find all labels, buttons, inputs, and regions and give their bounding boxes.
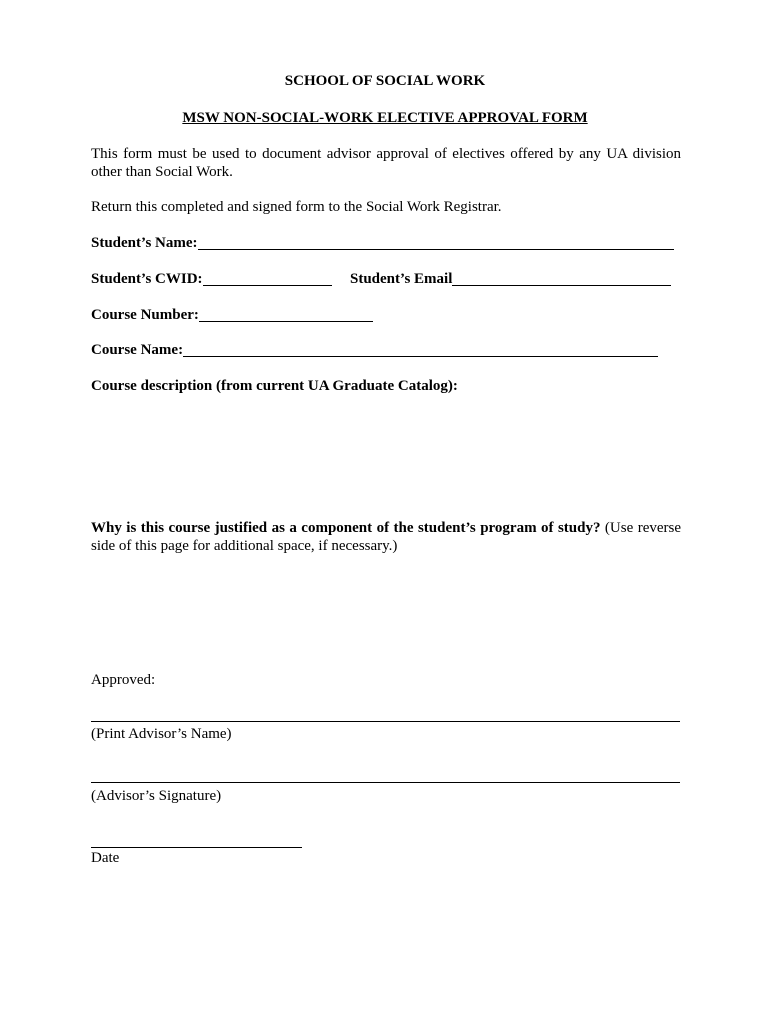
- course-number-field: [91, 306, 373, 324]
- course-number-label: Course Number:: [91, 307, 199, 323]
- student-cwid-field: [91, 270, 332, 288]
- student-cwid-input[interactable]: [203, 271, 332, 286]
- student-cwid-label: Student’s CWID:: [91, 271, 203, 287]
- intro-paragraph: This form must be used to document advisor approval of electives offered by any UA division other than Social Work.: [91, 146, 681, 180]
- school-heading: SCHOOL OF SOCIAL WORK: [284, 73, 486, 89]
- form-title-text: MSW NON-SOCIAL-WORK ELECTIVE APPROVAL FORM: [182, 110, 588, 126]
- justification-question: [91, 519, 681, 555]
- justification-question-text: Why is this course justified as a component of the student’s program of study?: [91, 520, 601, 536]
- form-title: [0, 109, 770, 127]
- course-name-label: Course Name:: [91, 342, 184, 358]
- date-caption: Date: [91, 850, 120, 866]
- course-number-input[interactable]: [199, 307, 373, 322]
- justification-note: (Use reverse side of this page for additional space, if necessary.): [91, 520, 681, 554]
- approved-label: Approved:: [91, 672, 156, 688]
- student-name-input[interactable]: [198, 235, 674, 250]
- student-name-label: Student’s Name:: [91, 235, 198, 251]
- advisor-signature-line[interactable]: [91, 782, 680, 783]
- course-description-label: Course description (from current UA Graduate Catalog):: [91, 378, 458, 394]
- course-name-input[interactable]: [183, 342, 658, 357]
- advisor-name-caption: (Print Advisor’s Name): [91, 726, 232, 742]
- student-email-label: Student’s Email: [350, 271, 453, 287]
- course-description-heading: [91, 377, 458, 395]
- course-name-field: [91, 341, 658, 359]
- advisor-name-line[interactable]: [91, 721, 680, 722]
- advisor-signature-caption: (Advisor’s Signature): [91, 788, 222, 804]
- student-name-field: [91, 234, 674, 252]
- student-email-field: [350, 270, 671, 288]
- return-instructions: Return this completed and signed form to the Social Work Registrar.: [91, 199, 502, 215]
- date-line[interactable]: [91, 847, 302, 848]
- student-email-input[interactable]: [452, 271, 671, 286]
